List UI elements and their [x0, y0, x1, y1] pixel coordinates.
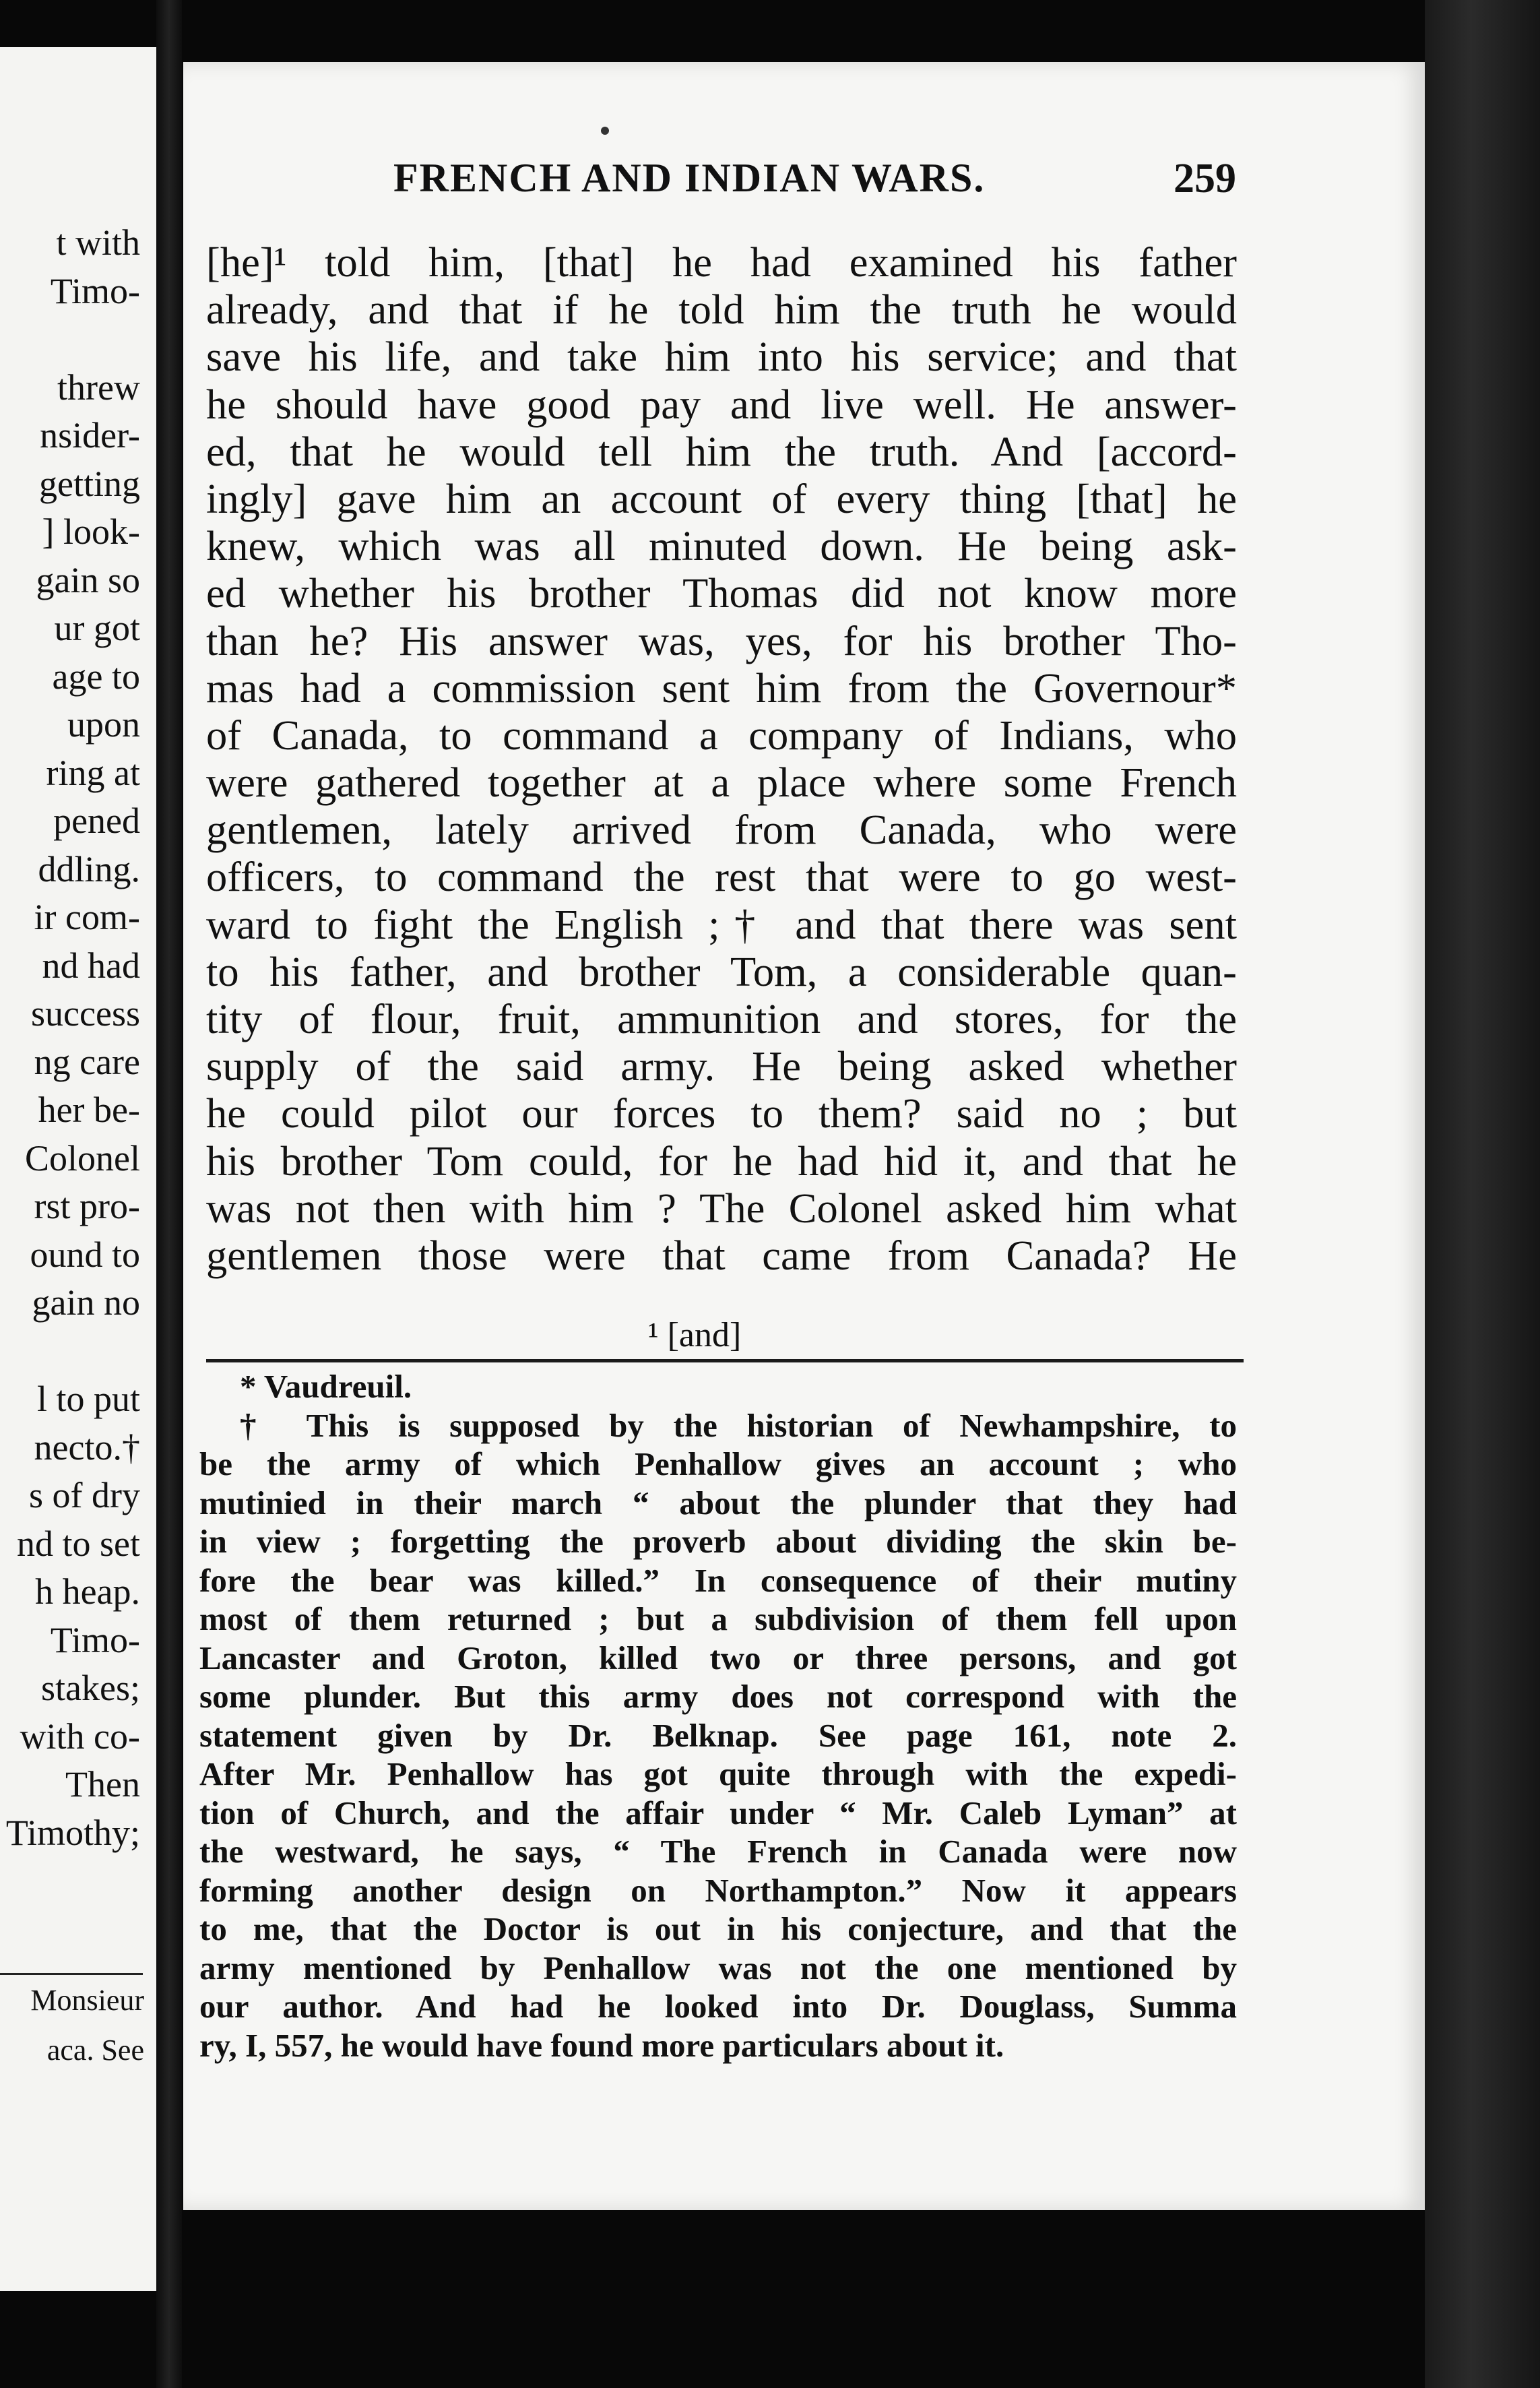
facing-line: threw [57, 367, 140, 408]
footnote-line: mutinied in their march “ about the plunder that they had [199, 1484, 1237, 1521]
facing-footnote-rule [0, 1973, 143, 1975]
footnote-line: army mentioned by Penhallow was not the one mentioned by [199, 1949, 1237, 1986]
book-gutter [156, 0, 182, 2388]
text-line: ward to fight the English ;† and that there was sent [206, 900, 1237, 948]
footnote-line: our author. And had he looked into Dr. Douglass, Summa [199, 1988, 1237, 2025]
text-line: he should have good pay and live well. He answer- [206, 380, 1237, 428]
footnote-line: statement given by Dr. Belknap. See page 161, note 2. [199, 1716, 1237, 1754]
text-line: officers, to command the rest that were to go west- [206, 853, 1237, 901]
footnote-line: in view ; forgetting the proverb about dividing the skin be- [199, 1523, 1237, 1560]
footnote-line: fore the bear was killed.” In consequence of their mutiny [199, 1561, 1237, 1599]
facing-line: ir com- [34, 897, 140, 937]
text-line: save his life, and take him into his service; and that [206, 333, 1237, 381]
facing-line: nd had [42, 945, 140, 986]
facing-line: necto.† [34, 1426, 140, 1468]
facing-line: getting [39, 463, 140, 504]
footnote-line: * Vaudreuil. [240, 1368, 412, 1405]
text-line: ed, that he would tell him the truth. And [accord- [206, 427, 1237, 475]
text-line: ingly] gave him an account of every thing [that] he [206, 474, 1237, 522]
text-line: he could pilot our forces to them? said no ; but [206, 1090, 1237, 1137]
facing-line: Colonel [25, 1137, 140, 1179]
facing-line: Timothy; [5, 1812, 140, 1853]
facing-line: age to [52, 656, 140, 697]
text-line: his brother Tom could, for he had hid it, and that he [206, 1137, 1237, 1185]
facing-line: Timo- [50, 270, 140, 311]
footnote-line: the westward, he says, “ The French in Canada were now [199, 1833, 1237, 1870]
footnote-marker: ¹ [and] [648, 1316, 742, 1354]
footnote-line: be the army of which Penhallow gives an account ; who [199, 1445, 1237, 1482]
text-line: to his father, and brother Tom, a considerable quan- [206, 947, 1237, 995]
body-text [206, 239, 1237, 1279]
facing-line: rst pro- [34, 1186, 140, 1226]
facing-line: l to put [36, 1379, 140, 1419]
facing-line: ound to [30, 1234, 140, 1275]
footnote-line: ry, I, 557, he would have found more particulars about it. [199, 2026, 1004, 2064]
facing-line [0, 1327, 156, 1376]
footnote-line: † This is supposed by the historian of Newhampshire, to [240, 1406, 1237, 1444]
facing-note-line: aca. See [46, 2034, 144, 2067]
facing-line: pened [53, 800, 140, 841]
text-line: already, and that if he told him the truth he would [206, 286, 1237, 334]
facing-page-text [0, 219, 156, 1857]
text-line: gentlemen those were that came from Canada? He [206, 1231, 1237, 1279]
text-line: were gathered together at a place where some French [206, 759, 1237, 807]
footnotes [199, 1367, 1237, 2065]
footnote-line: to me, that the Doctor is out in his conjecture, and that the [199, 1910, 1237, 1947]
text-line: tity of flour, fruit, ammunition and stores, for the [206, 995, 1237, 1042]
footnote-line: Lancaster and Groton, killed two or three persons, and got [199, 1639, 1237, 1676]
facing-page [0, 47, 156, 2291]
facing-line: stakes; [41, 1668, 140, 1708]
facing-line: t with [56, 222, 140, 263]
footnote-line: tion of Church, and the affair under “ Mr. Caleb Lyman” at [199, 1794, 1237, 1831]
text-line: mas had a commission sent him from the Governour* [206, 664, 1237, 712]
facing-line: gain so [36, 559, 140, 600]
facing-line: ur got [54, 608, 140, 648]
facing-line: Timo- [50, 1619, 140, 1660]
facing-line: ddling. [38, 848, 140, 889]
facing-line: gain no [32, 1282, 140, 1323]
footnote-line: some plunder. But this army does not correspond with the [199, 1678, 1237, 1715]
footnote-rule [206, 1359, 1244, 1362]
facing-note-line: Monsieur [30, 1984, 144, 2017]
facing-line [0, 315, 156, 364]
page-number: 259 [1174, 156, 1236, 201]
facing-line: Then [65, 1764, 140, 1804]
facing-line: s of dry [29, 1475, 140, 1515]
text-line: gentlemen, lately arrived from Canada, who were [206, 806, 1237, 854]
ink-speck [601, 127, 609, 135]
facing-line: nd to set [17, 1523, 140, 1564]
text-line: [he]¹ told him, [that] he had examined his father [206, 239, 1237, 286]
facing-footnotes [0, 1976, 156, 2075]
text-line: of Canada, to command a company of Indians, who [206, 711, 1237, 759]
running-head [183, 155, 1425, 209]
facing-line: upon [67, 704, 140, 745]
facing-line: h heap. [35, 1571, 140, 1612]
text-line: ed whether his brother Thomas did not know more [206, 569, 1237, 617]
facing-line: ] look- [42, 511, 140, 552]
facing-line: ring at [46, 752, 140, 793]
text-line: was not then with him ? The Colonel asked him what [206, 1184, 1237, 1232]
facing-line: nsider- [40, 415, 140, 455]
running-title: FRENCH AND INDIAN WARS. [393, 156, 986, 200]
facing-line: with co- [20, 1716, 140, 1757]
facing-line: her be- [38, 1090, 140, 1130]
footnote-line: forming another design on Northampton.” Now it appears [199, 1871, 1237, 1909]
facing-line: ng care [34, 1041, 140, 1082]
book-page [183, 62, 1425, 2210]
footnote-line: most of them returned ; but a subdivision of them fell upon [199, 1600, 1237, 1637]
text-line: supply of the said army. He being asked whether [206, 1042, 1237, 1090]
text-line: than he? His answer was, yes, for his brother Tho- [206, 617, 1237, 664]
facing-line: success [31, 993, 140, 1034]
text-line: knew, which was all minuted down. He being ask- [206, 522, 1237, 570]
footnote-line: After Mr. Penhallow has got quite through with the expedi- [199, 1755, 1237, 1792]
book-edge [1425, 0, 1540, 2388]
